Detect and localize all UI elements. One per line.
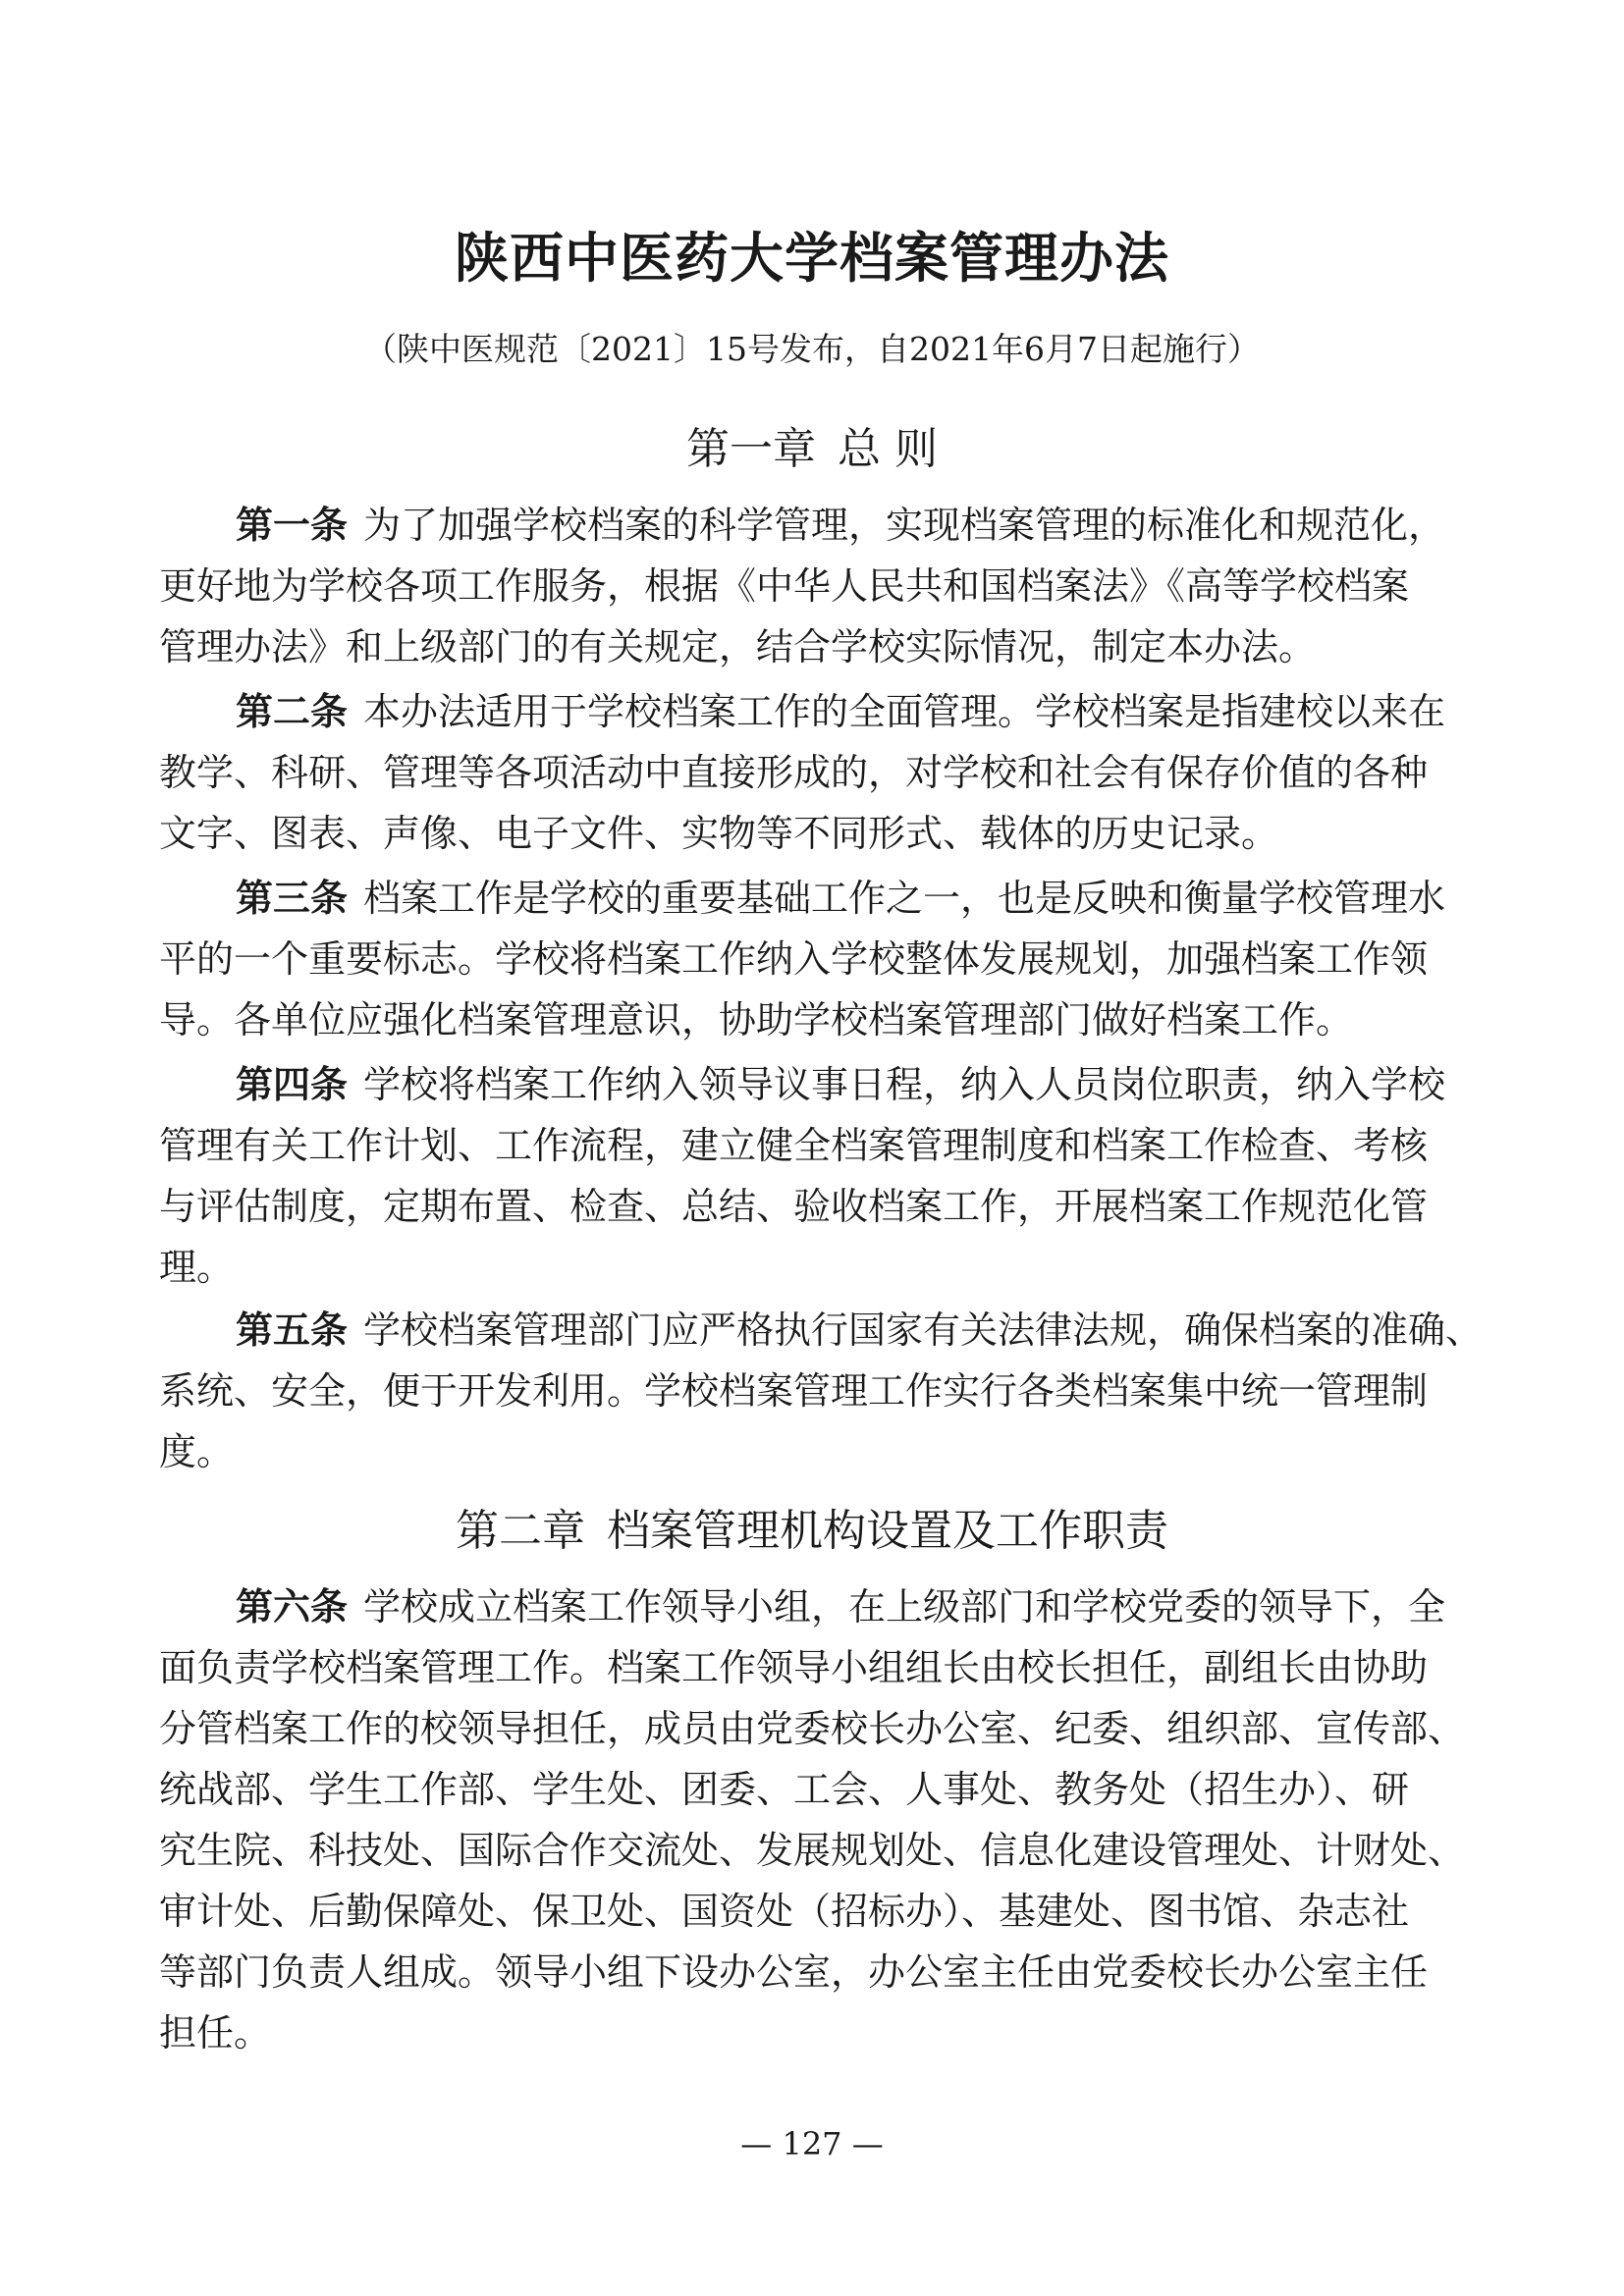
article-label: 第四条 bbox=[236, 1063, 349, 1106]
paragraph-line: 面负责学校档案管理工作。档案工作领导小组组长由校长担任，副组长由协助 bbox=[159, 1646, 1429, 1689]
paragraph-line: 度。 bbox=[159, 1430, 235, 1473]
paragraph-line: 第六条 学校成立档案工作领导小组，在上级部门和学校党委的领导下，全 bbox=[236, 1585, 1446, 1629]
paragraph-line: 第五条 学校档案管理部门应严格执行国家有关法律法规，确保档案的准确、 bbox=[236, 1308, 1484, 1352]
paragraph-line: 与评估制度，定期布置、检查、总结、验收档案工作，开展档案工作规范化管 bbox=[159, 1185, 1429, 1228]
document-title: 陕西中医药大学档案管理办法 bbox=[454, 227, 1169, 290]
paragraph-line: 平的一个重要标志。学校将档案工作纳入学校整体发展规划，加强档案工作领 bbox=[159, 937, 1429, 981]
paragraph-line: 第二条 本办法适用于学校档案工作的全面管理。学校档案是指建校以来在 bbox=[236, 690, 1446, 733]
paragraph-line: 第三条 档案工作是学校的重要基础工作之一，也是反映和衡量学校管理水 bbox=[236, 877, 1446, 920]
paragraph-line: 究生院、科技处、国际合作交流处、发展规划处、信息化建设管理处、计财处、 bbox=[159, 1829, 1466, 1872]
page-number: — 127 — bbox=[740, 2125, 884, 2163]
article-label: 第六条 bbox=[236, 1585, 349, 1629]
document-subtitle: （陕中医规范〔2021〕15号发布，自2021年6月7日起施行） bbox=[364, 330, 1260, 368]
chapter-name: 总 则 bbox=[838, 424, 938, 474]
paragraph-line: 文字、图表、声像、电子文件、实物等不同形式、载体的历史记录。 bbox=[159, 812, 1279, 855]
chapter-heading-2 bbox=[0, 1504, 1624, 1559]
paragraph-line: 分管档案工作的校领导担任，成员由党委校长办公室、纪委、组织部、宣传部、 bbox=[159, 1707, 1466, 1750]
paragraph-line: 系统、安全，便于开发利用。学校档案管理工作实行各类档案集中统一管理制 bbox=[159, 1369, 1429, 1413]
chapter-label: 第一章 bbox=[686, 424, 816, 474]
article-label: 第三条 bbox=[236, 877, 349, 920]
article-label: 第五条 bbox=[236, 1308, 349, 1352]
paragraph-line: 第一条 为了加强学校档案的科学管理，实现档案管理的标准化和规范化， bbox=[236, 504, 1446, 547]
chapter-label: 第二章 bbox=[456, 1506, 585, 1556]
paragraph-line: 管理办法》和上级部门的有关规定，结合学校实际情况，制定本办法。 bbox=[159, 625, 1317, 668]
paragraph-line: 等部门负责人组成。领导小组下设办公室，办公室主任由党委校长办公室主任 bbox=[159, 1950, 1429, 1994]
paragraph-line: 教学、科研、管理等各项活动中直接形成的，对学校和社会有保存价值的各种 bbox=[159, 751, 1429, 794]
paragraph-line: 审计处、后勤保障处、保卫处、国资处（招标办）、基建处、图书馆、杂志社 bbox=[159, 1890, 1410, 1933]
chapter-heading-1 bbox=[0, 422, 1624, 477]
article-label: 第一条 bbox=[236, 504, 349, 547]
chapter-name: 档案管理机构设置及工作职责 bbox=[607, 1506, 1168, 1556]
paragraph-line: 管理有关工作计划、工作流程，建立健全档案管理制度和档案工作检查、考核 bbox=[159, 1124, 1429, 1167]
paragraph-line: 担任。 bbox=[159, 2011, 272, 2055]
paragraph-line: 第四条 学校将档案工作纳入领导议事日程，纳入人员岗位职责，纳入学校 bbox=[236, 1063, 1446, 1106]
paragraph-line: 统战部、学生工作部、学生处、团委、工会、人事处、教务处（招生办）、研 bbox=[159, 1768, 1410, 1811]
article-label: 第二条 bbox=[236, 690, 349, 733]
paragraph-line: 理。 bbox=[159, 1246, 235, 1289]
paragraph-line: 导。各单位应强化档案管理意识，协助学校档案管理部门做好档案工作。 bbox=[159, 998, 1354, 1041]
paragraph-line: 更好地为学校各项工作服务，根据《中华人民共和国档案法》《高等学校档案 bbox=[159, 564, 1410, 608]
